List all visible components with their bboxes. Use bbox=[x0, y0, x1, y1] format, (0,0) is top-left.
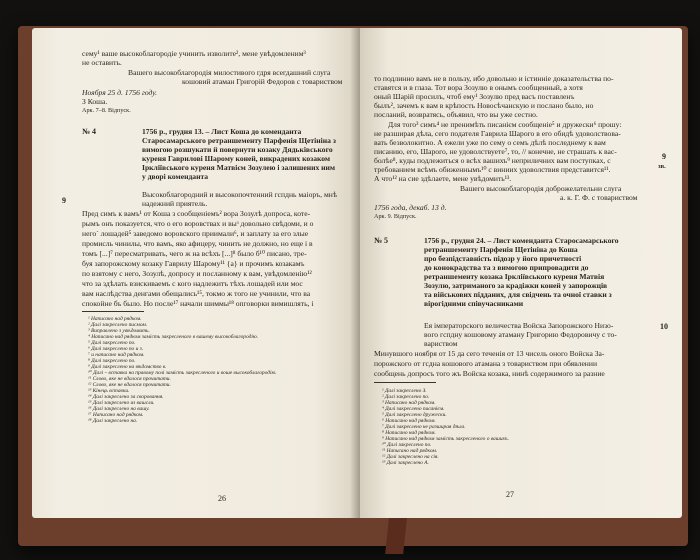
right-margin-folio-2: 10 bbox=[660, 322, 668, 331]
right-page-number: 27 bbox=[506, 490, 514, 499]
right-footnote-8: ⁹ Написано над рядком замість закресленого о вашихъ. bbox=[382, 436, 509, 442]
right-top-line-8: писанию, его, Шарого, не удоволствуете⁷, то, // конечне, не страшать к вас- bbox=[374, 147, 617, 156]
left-footnote-14: ¹⁵ Далі закреслено из вашсли. bbox=[88, 400, 155, 406]
right-footnote-5: ⁶ Написано над рядком. bbox=[382, 418, 436, 424]
right-footnote-rule bbox=[374, 382, 436, 383]
right-footnote-7: ⁸ Написано над рядком. bbox=[382, 430, 436, 436]
left-body-line-5: промисль чинилы, что вамъ, яко афицеру, чинить не должно, но еще і в bbox=[82, 239, 313, 248]
right-doc-title-6: та військових підданих, для свідчень та очної ставки з bbox=[424, 290, 612, 299]
left-footnote-1: ² Далі закреслено писмом. bbox=[88, 322, 148, 328]
left-footnote-6: ⁷ и написано над рядком. bbox=[88, 352, 145, 358]
left-footnote-9: ¹⁰ Далі – вставка на правому полі замість закресленого и воше высокоблагородію. bbox=[88, 370, 277, 376]
left-doc-title-5: у дворі коменданта bbox=[142, 172, 209, 181]
right-doc-number: № 5 bbox=[374, 236, 389, 245]
right-doc-title-2: про безпідставність підозр у його причетності bbox=[424, 254, 582, 263]
right-top-line-1: ставятся и в глаза. Тот вора Зозулю в онымъ сообщенный, а хотя bbox=[374, 83, 583, 92]
left-doc-number: № 4 bbox=[82, 127, 97, 136]
right-top-line-3: былъ², зачемъ к вам в крѣпость Новосѣчанскую и послано было, но bbox=[374, 101, 594, 110]
right-top-line-9: болѣе⁸, куды подлежиться о всѣх вашихъ⁹ неприличних вам поступках, с bbox=[374, 156, 611, 165]
left-doc-title-2: вимогою розшукати й повернути козаку Дядьківського bbox=[142, 145, 333, 154]
left-doc-title-3: куреня Гаврилові Шарому коней, викрадених козаком bbox=[142, 154, 331, 163]
right-doc-title-0: 1756 р., грудня 24. – Лист коменданта Старосамарського bbox=[424, 236, 619, 245]
right-margin-folio-1: 9 bbox=[662, 152, 666, 161]
left-place: З Коша. bbox=[82, 97, 108, 106]
left-footnote-13: ¹⁴ Далі закреслено за своровання. bbox=[88, 394, 164, 400]
left-footnote-10: ¹¹ Слово, яке не вдалося прочитати. bbox=[88, 376, 171, 382]
left-footnote-3: ⁴ Написано над рядком замість закресленого в вашему высокоблагородію. bbox=[88, 334, 258, 340]
left-body-line-11: спокойне бъ было. Но после¹⁷ начали шиммы¹⁸ опговорки вимишлять, і bbox=[82, 299, 314, 308]
right-margin-folio-1-verso: зв. bbox=[658, 163, 666, 170]
right-closing: Вашего высокоблагородія доброжелательни слуга bbox=[460, 184, 622, 193]
right-body-line-0: Ея імператорского величества Войска Запорожского Низо- bbox=[424, 321, 614, 330]
right-footnote-9: ¹⁰ Далі закреслено по. bbox=[382, 442, 432, 448]
right-body-line-1: вого гспдну кошовому атаману Григорию Федоровичу с то- bbox=[424, 330, 617, 339]
right-footnote-11: ¹² Далі закреслено на сія. bbox=[382, 454, 439, 460]
right-doc-title-4: ретраншементу козака Ірклiївського куреня Матвія bbox=[424, 272, 605, 281]
left-footnote-7: ⁸ Далі закреслено по. bbox=[88, 358, 136, 364]
left-date: Ноября 25 д. 1756 году. bbox=[82, 88, 158, 97]
right-footnote-10: ¹¹ Написано над рядком. bbox=[382, 448, 438, 454]
left-top-line-0: сему¹ ваше высокоблагородіе учинить изволите², мене увѣдомленим³ bbox=[82, 49, 306, 58]
right-top-line-5: Для того³ симъ⁴ не пренимѣть писанієм сообщеніе⁵ и дружески⁶ прошу: bbox=[388, 120, 622, 129]
left-footnote-0: ¹ Написано над рядком. bbox=[88, 316, 142, 322]
left-footnote-5: ⁶ Далі закреслено по и з. bbox=[88, 346, 144, 352]
right-top-line-6: не разширая дѣла, сего подателя Гаврила Шарого в его обидѣ удоволствова- bbox=[374, 129, 621, 138]
right-signature: а. к. Г. Ф. с товариством bbox=[560, 193, 638, 202]
left-footnote-2: ³ Виправлено з увѣдомить. bbox=[88, 328, 150, 334]
left-archive: Арк. 7–8. Відпуск. bbox=[82, 107, 131, 114]
right-footnote-6: ⁷ Далі закреслено не разширая дѣла. bbox=[382, 424, 466, 430]
right-body-line-3: Минувшого ноября от 15 да сего теченія от 13 чисель оного Войска За- bbox=[374, 349, 605, 358]
right-top-line-7: вать безволокитно. А ежели уже по сему о семъ дѣлѣ последнему к вам bbox=[374, 138, 606, 147]
right-body-line-5: сообщень допросъ того жъ Войска козака, нинѣ содержимого за разние bbox=[374, 369, 605, 378]
right-doc-title-3: до конокрадства та з вимогою припровадити до bbox=[424, 263, 589, 272]
left-body-line-7: буя запорожскому козаку Гаврилу Шарому¹¹ {а} и прочимъ козакамъ bbox=[82, 259, 305, 268]
left-doc-title-1: Старосамарського ретраншементу Парфенія Щетініна з bbox=[142, 136, 336, 145]
left-body-line-6: томъ [...]⁷ пересматривать, чего ж на всѣхъ [...]⁸ было б¹⁰ писано, тре- bbox=[82, 249, 307, 258]
right-top-line-11: А что¹² на сие здѣлаете, мене увѣдомить¹³. bbox=[374, 174, 512, 183]
right-archive: Арк. 9. Відпуск. bbox=[374, 213, 417, 220]
right-page bbox=[360, 28, 682, 518]
left-doc-title-4: Ірклiївського куреня Матвієм Зозулею і залишених ним bbox=[142, 163, 336, 172]
left-footnote-rule bbox=[82, 311, 144, 312]
left-footnote-17: ¹⁸ Далі закреслено на. bbox=[88, 418, 138, 424]
right-doc-title-7: вірогідними співучасниками bbox=[424, 299, 524, 308]
right-doc-title-1: ретраншементу Парфенія Щетініна до Коша bbox=[424, 245, 578, 254]
right-body-line-2: вариством bbox=[424, 339, 458, 348]
left-margin-folio: 9 bbox=[62, 196, 66, 205]
left-body-line-3: рымъ онъ показуется, что о его воровствах и выᶟ довольно свѣдоми, и о bbox=[82, 219, 314, 228]
left-footnote-15: ¹⁶ Далі закреслено на вашу. bbox=[88, 406, 150, 412]
right-top-line-0: то подлинно вамъ не в пользу, ибо довольно и істиннiе доказательства по- bbox=[374, 74, 614, 83]
left-body-line-1: надежний приятель. bbox=[142, 199, 208, 208]
left-body-line-2: Пред симъ к вамъ¹ от Коша з сообщеніемъ² вора Зозулѣ допроса, коте- bbox=[82, 209, 311, 218]
right-top-line-4: посланий, возвратясь, объявил, что вы уже сестно. bbox=[374, 110, 538, 119]
left-footnote-8: ⁹ Далі закреслено на вѣдомство в. bbox=[88, 364, 167, 370]
right-body-line-4: порожского от гсдна кошового атамана з товариством при обявлении bbox=[374, 359, 598, 368]
right-footnote-4: ⁵ Далі закреслено дружески. bbox=[382, 412, 447, 418]
left-page bbox=[32, 28, 360, 518]
right-footnote-2: ³ Написано над рядком. bbox=[382, 400, 436, 406]
right-top-line-2: оный Шарій просилъ, чтоб ему¹ Зозулю пред васъ поставленъ bbox=[374, 92, 575, 101]
right-footnote-1: ² Далі закреслено по. bbox=[382, 394, 430, 400]
left-footnote-12: ¹³ Кінець вставки. bbox=[88, 388, 130, 394]
right-top-line-10: требованием всѣмъ обиженнымъ¹⁰ с виниих удоволствия представится¹¹. bbox=[374, 165, 611, 174]
left-body-line-10: вам наслѣдства денгами обещались¹⁵, токмо ж того не учинили, что ва bbox=[82, 289, 311, 298]
left-top-line-1: не оставить. bbox=[82, 58, 122, 67]
right-footnote-0: ¹ Далі закреслено З. bbox=[382, 388, 427, 394]
left-body-line-8: по взятому с него, Зозулѣ, допросу и посланному к вам, увѣдомленію¹² bbox=[82, 269, 312, 278]
left-doc-title-0: 1756 р., грудня 13. – Лист Коша до коменданта bbox=[142, 127, 302, 136]
left-signature: кошовий атаман Григорій Федоров с товариством bbox=[182, 77, 343, 86]
left-footnote-11: ¹² Слово, яке не вдалося прочитати. bbox=[88, 382, 171, 388]
right-footnote-3: ⁴ Далі закреслено писанієм. bbox=[382, 406, 445, 412]
right-doc-title-5: Зозулю, затриманого за крадіжки коней у запорожців bbox=[424, 281, 608, 290]
right-date: 1756 года, декаб. 13 д. bbox=[374, 203, 447, 212]
left-body-line-4: него´ лошадей⁵ заведомо воровского приимали⁶, и заплату за его злые bbox=[82, 229, 309, 238]
left-footnote-16: ¹⁷ Написано над рядком. bbox=[88, 412, 144, 418]
left-body-line-9: что за здѣлать взискиваемъ с кого надлежитъ тѣхъ лошадей или мос bbox=[82, 279, 303, 288]
left-footnote-4: ⁵ Далі закреслено по. bbox=[88, 340, 136, 346]
left-page-number: 26 bbox=[218, 494, 226, 503]
right-footnote-12: ¹³ Далі закреслено А. bbox=[382, 460, 429, 466]
left-closing: Вашего высокоблагородія милостивого гдря всегдашний слуга bbox=[128, 68, 331, 77]
left-body-line-0: Высокоблагородний и высокопочтенний гспднь маіоръ, мнѣ bbox=[142, 190, 337, 199]
